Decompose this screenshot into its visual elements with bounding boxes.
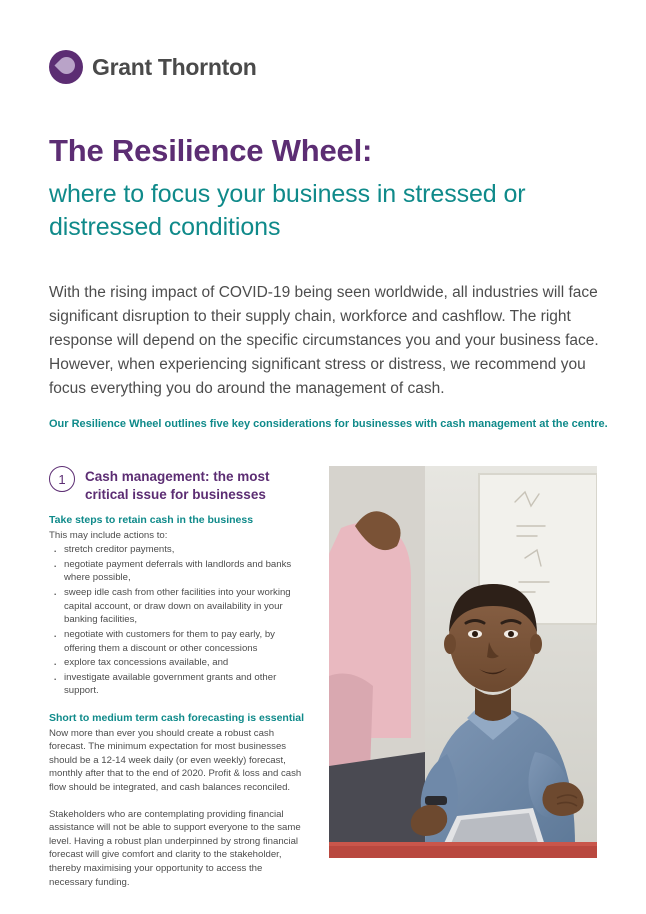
brand-logo-text: Grant Thornton <box>92 53 257 80</box>
stakeholders-paragraph: Stakeholders who are contemplating providing financial assistance will not be able to support everyone to the same level. Having a robust plan underpinned by strong financial forecast will give comfort and clarity to the stakeholder, thereby maximising your opportunity to access the necessary funding. <box>49 808 301 888</box>
list-item: · stretch creditor payments, <box>49 543 307 557</box>
lead-note: Our Resilience Wheel outlines five key considerations for businesses with cash management at the centre. <box>49 418 608 430</box>
subheading-retain-cash: Take steps to retain cash in the business <box>49 514 254 526</box>
page-subtitle: where to focus your business in stressed or distressed conditions <box>49 180 526 242</box>
page-title: The Resilience Wheel: <box>49 133 373 168</box>
cash-forecasting-paragraph: Now more than ever you should create a robust cash forecast. The minimum expectation for most businesses should be a 12-14 week daily (or even weekly) forecast, monthly after that to the end of 2020. Profit & loss and cash flow should be integrated, and cash balances reconciled. <box>49 727 302 794</box>
section-body-column <box>49 514 307 889</box>
list-item: · negotiate with customers for them to pay early, by offering them a discount or other concessions <box>49 628 307 655</box>
list-item: · explore tax concessions available, and <box>49 656 307 670</box>
grant-thornton-swirl-icon <box>49 50 83 84</box>
retain-cash-bullet-list <box>49 543 307 698</box>
subheading-cash-forecasting: Short to medium term cash forecasting is essential <box>49 711 304 724</box>
section-heading: Cash management: the most critical issue for businesses <box>85 469 270 502</box>
list-item: · investigate available government grants and other support. <box>49 671 307 698</box>
section-number-badge: 1 <box>49 466 75 492</box>
list-item: · negotiate payment deferrals with landlords and banks where possible, <box>49 558 307 585</box>
retain-cash-intro: This may include actions to: <box>49 529 168 541</box>
businessman-presenting-photo <box>329 466 597 858</box>
brand-logo <box>49 50 256 84</box>
intro-paragraph: With the rising impact of COVID-19 being seen worldwide, all industries will face significant disruption to their supply chain, workforce and cashflow. The right response will depend on the specific circumstances you and your business face. However, when experiencing significant stress or distress, we recommend you focus everything you do around the management of cash. <box>49 284 599 398</box>
list-item: · sweep idle cash from other facilities into your working capital account, or draw down on availability in your banking facilities, <box>49 586 307 627</box>
